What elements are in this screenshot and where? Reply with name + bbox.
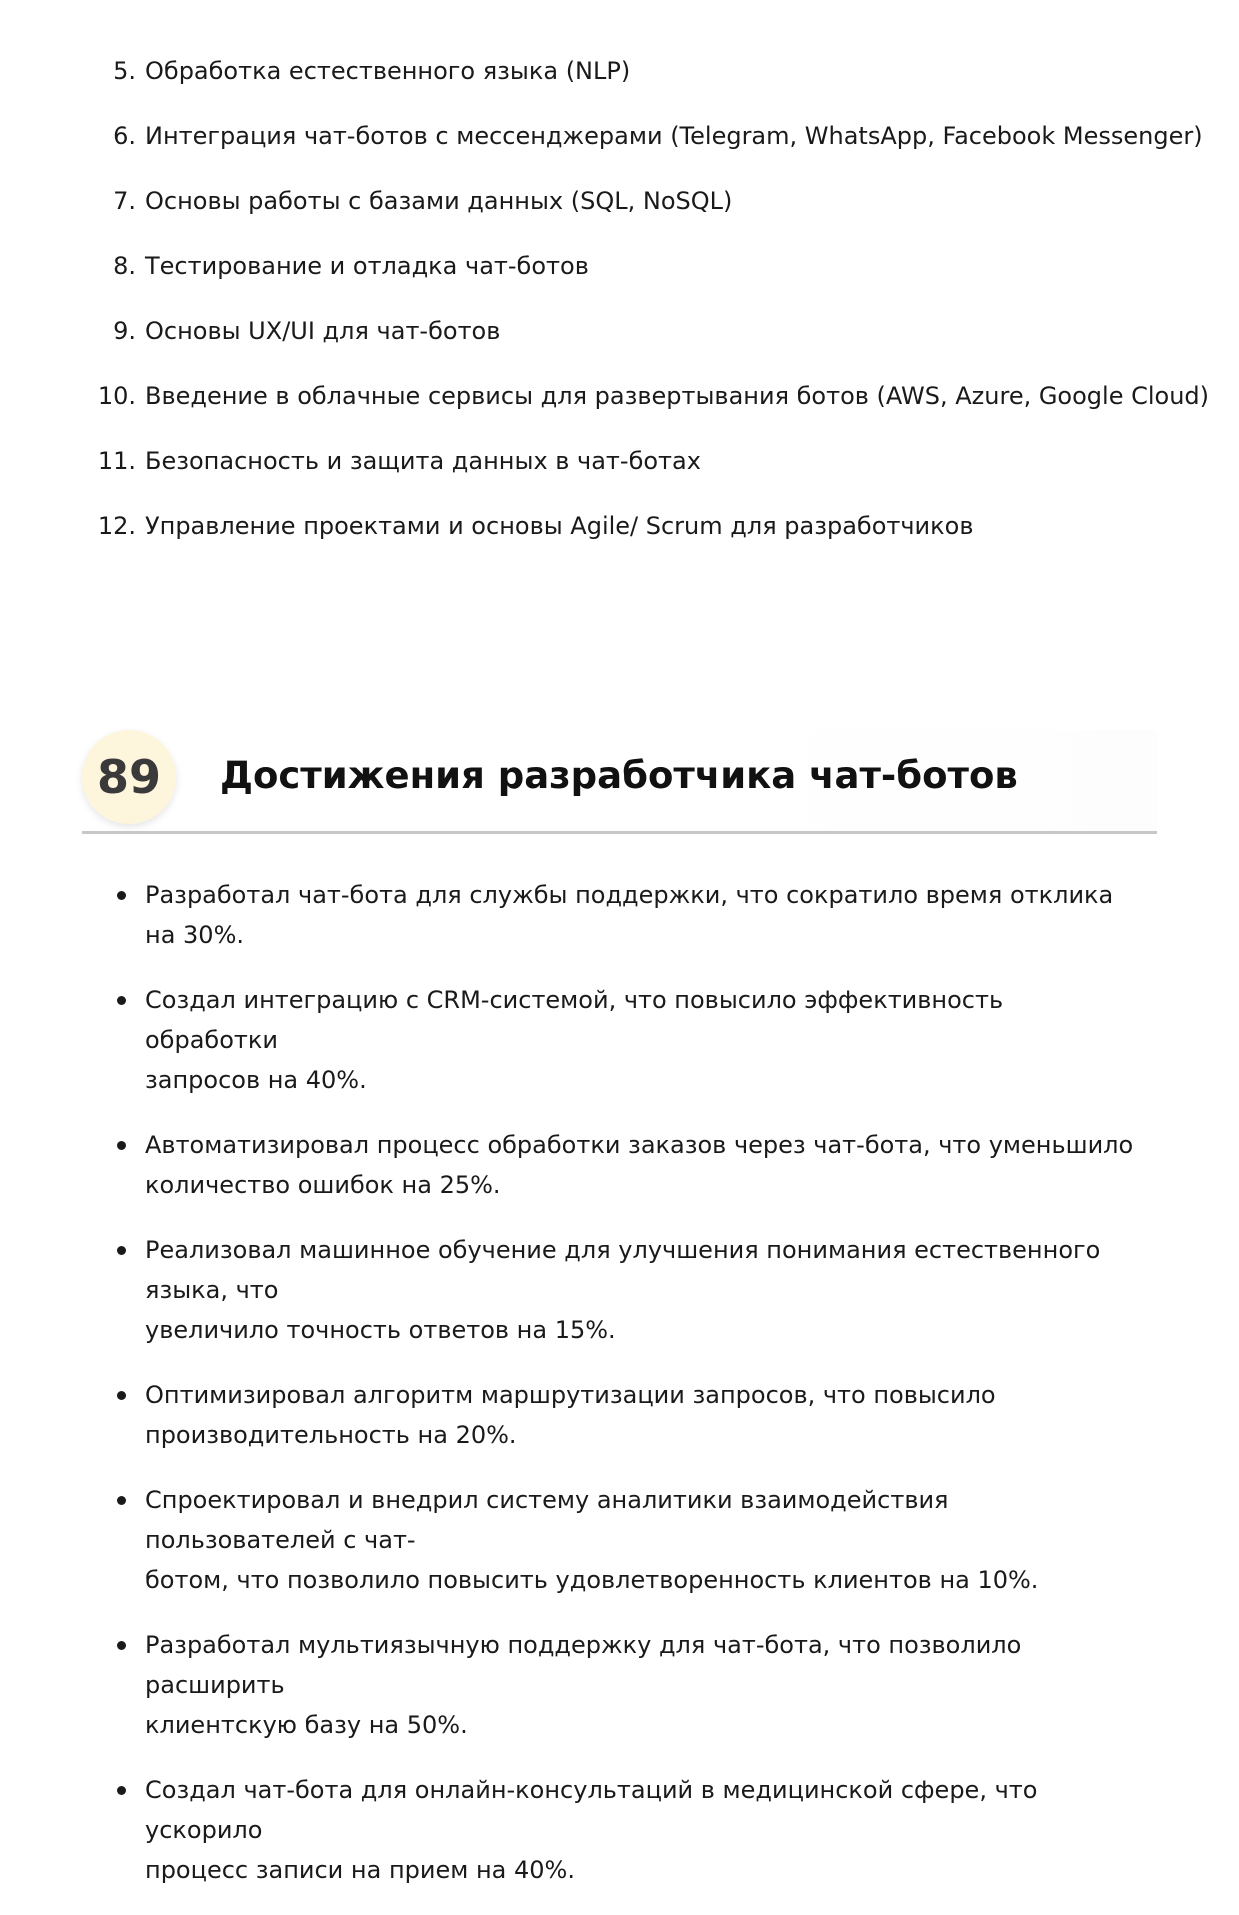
list-item [0,1230,1239,1350]
achievement-line-1: Разработал чат-бота для службы поддержки, что сократило время отклика на 30%. [145,881,1114,949]
skills-numbered-list [0,56,1239,576]
achievement-line-2: клиентскую базу на 50%. [145,1711,468,1739]
list-item-number: 10. [97,382,136,410]
list-item [0,1625,1239,1745]
list-item [0,121,1239,186]
list-item [0,1480,1239,1600]
achievement-line-1: Автоматизировал процесс обработки заказов через чат-бота, что уменьшило [145,1131,1134,1159]
section-divider [82,831,1157,834]
list-item [0,316,1239,381]
achievement-line-1: Создал интеграцию с CRM-системой, что повысило эффективность обработки [145,986,1004,1054]
bullet-icon [117,996,126,1005]
list-item-text: Интеграция чат-ботов с мессенджерами (Telegram, WhatsApp, Facebook Messenger) [145,122,1203,150]
list-item [0,251,1239,316]
bullet-icon [117,891,126,900]
list-item [0,56,1239,121]
bullet-icon [117,1141,126,1150]
achievements-bullet-list [0,875,1239,1915]
list-item-text: Введение в облачные сервисы для развертывания ботов (AWS, Azure, Google Cloud) [145,382,1210,410]
bullet-icon [117,1786,126,1795]
achievement-line-2: запросов на 40%. [145,1066,367,1094]
list-item-number: 11. [97,447,136,475]
achievement-line-1: Создал чат-бота для онлайн-консультаций в медицинской сфере, что ускорило [145,1776,1038,1844]
list-item-text: Управление проектами и основы Agile/ Scrum для разработчиков [145,512,974,540]
list-item-number: 5. [113,57,136,85]
achievement-line-2: процесс записи на прием на 40%. [145,1856,575,1884]
list-item [0,1770,1239,1890]
list-item-number: 8. [113,252,136,280]
list-item [0,1125,1239,1205]
achievement-line-2: ботом, что позволило повысить удовлетворенность клиентов на 10%. [145,1566,1039,1594]
list-item-text: Тестирование и отладка чат-ботов [145,252,589,280]
list-item-text: Безопасность и защита данных в чат-ботах [145,447,701,475]
section-title: Достижения разработчика чат-ботов [220,754,1018,797]
achievement-line-2: производительность на 20%. [145,1421,517,1449]
list-item-number: 6. [113,122,136,150]
section-header [82,730,1157,834]
list-item [0,1375,1239,1455]
list-item [0,381,1239,446]
bullet-icon [117,1641,126,1650]
list-item [0,875,1239,955]
list-item [0,446,1239,511]
section-number-badge: 89 [82,730,176,824]
achievement-line-1: Реализовал машинное обучение для улучшения понимания естественного языка, что [145,1236,1101,1304]
bullet-icon [117,1496,126,1505]
bullet-icon [117,1391,126,1400]
list-item-text: Основы UX/UI для чат-ботов [145,317,501,345]
achievement-line-2: увеличило точность ответов на 15%. [145,1316,616,1344]
achievement-line-1: Спроектировал и внедрил систему аналитики взаимодействия пользователей с чат- [145,1486,949,1554]
list-item [0,980,1239,1100]
list-item-number: 9. [113,317,136,345]
list-item-number: 7. [113,187,136,215]
achievement-line-1: Разработал мультиязычную поддержку для чат-бота, что позволило расширить [145,1631,1022,1699]
achievement-line-2: количество ошибок на 25%. [145,1171,501,1199]
bullet-icon [117,1246,126,1255]
list-item-number: 12. [97,512,136,540]
list-item-text: Основы работы с базами данных (SQL, NoSQL) [145,187,733,215]
list-item [0,186,1239,251]
list-item [0,511,1239,576]
achievement-line-1: Оптимизировал алгоритм маршрутизации запросов, что повысило [145,1381,996,1409]
list-item-text: Обработка естественного языка (NLP) [145,57,631,85]
